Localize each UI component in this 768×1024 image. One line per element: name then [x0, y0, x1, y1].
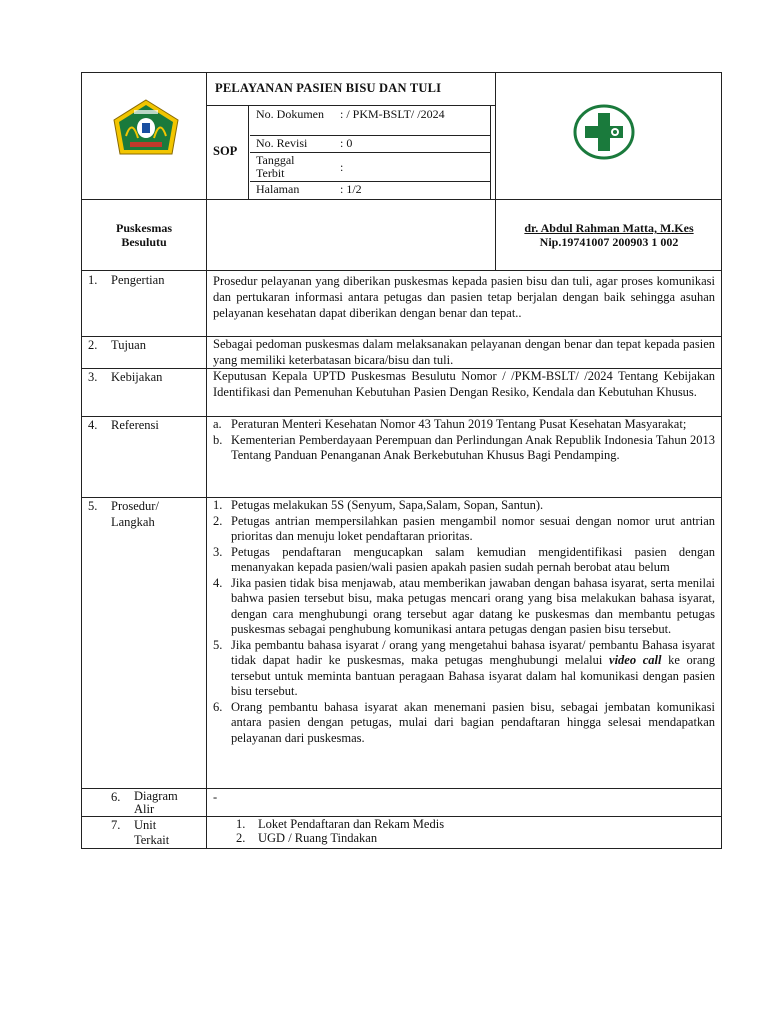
step-text: Orang pembantu bahasa isyarat akan menemani pasien bisu, sebagai jembatan komunikasi antara pasien dengan petugas, mulai dari bagian pendaftaran hingga selesai mendapatkan pelayanan dari puskesmas.: [231, 699, 715, 745]
info-value: :: [340, 160, 344, 174]
list-marker: a.: [213, 417, 222, 431]
section-number: 4.: [88, 418, 98, 432]
info-value: : / PKM-BSLT/ /2024: [340, 107, 445, 121]
pengertian-text: Prosedur pelayanan yang diberikan puskesmas kepada pasien bisu dan tuli, agar proses komunikasi dan pertukaran informasi antara petugas dan pasien tetap berjalan dengan baik sehingga asuhan pelayanan kesehatan dapat diberikan dengan benar dan tepat..: [213, 274, 715, 320]
section-number: 3.: [88, 370, 98, 384]
list-marker: b.: [213, 432, 223, 447]
signer-name: dr. Abdul Rahman Matta, M.Kes: [524, 221, 694, 235]
section-label-prosedur: Prosedur/ Langkah: [111, 499, 159, 529]
section-number: 2.: [88, 338, 98, 352]
list-item: [236, 817, 696, 831]
info-row-no-revisi: [250, 136, 490, 153]
info-label: No. Revisi: [256, 136, 308, 150]
prosedur-steps: [213, 498, 715, 746]
body-column-divider: [206, 271, 207, 849]
list-item-text: Kementerian Pemberdayaan Perempuan dan Perlindungan Anak Republik Indonesia Tahun 2013 Tentang Panduan Penanganan Anak Berkebutuhan Khusus Bagi Pendamping.: [231, 432, 715, 462]
unit-text: Loket Pendaftaran dan Rekam Medis: [258, 817, 445, 831]
info-row-halaman: [250, 182, 490, 199]
section-label-referensi: Referensi: [111, 418, 159, 432]
diagram-text: -: [213, 790, 218, 804]
info-label: Tanggal Terbit: [256, 153, 295, 180]
step-text: Petugas antrian mempersilahkan pasien mengambil nomor sesuai dengan nomor urut antrian prioritas dan menuju loket pendaftaran prioritas.: [231, 513, 715, 543]
list-item: [213, 700, 715, 747]
institution-name: Puskesmas Besulutu: [115, 221, 172, 249]
step-text: ke orang tersebut untuk meminta bantuan peragaan Bahasa isyarat dalam hal komunikasi dengan pasien bisu tersebut.: [231, 653, 715, 698]
unit-text: UGD / Ruang Tindakan: [258, 831, 378, 845]
list-item: [236, 831, 696, 845]
section-label-pengertian: Pengertian: [111, 273, 165, 287]
sop-label: SOP: [213, 144, 238, 158]
tujuan-text: Sebagai pedoman puskesmas dalam melaksanakan pelayanan dengan benar dan tepat kepada pasien yang memiliki keterbatasan bicara/bisu dan tuli.: [213, 337, 715, 367]
section-number: 5.: [88, 499, 98, 513]
list-item-text: Peraturan Menteri Kesehatan Nomor 43 Tahun 2019 Tentang Pusat Kesehatan Masyarakat;: [231, 417, 687, 431]
info-table-edge: [490, 106, 491, 199]
unit-list: [236, 817, 696, 845]
unit-number: 1.: [236, 817, 246, 831]
list-item: [213, 433, 715, 464]
step-text: Jika pembantu bahasa isyarat / orang yang mengetahui bahasa isyarat/ pembantu Bahasa isyarat tidak dapat hadir ke puskesmas, maka petugas menghubungi melalui: [231, 637, 715, 667]
info-row-tanggal-terbit: [250, 153, 490, 182]
section-label-diagram: Diagram Alir: [134, 789, 178, 816]
info-value: : 0: [340, 136, 353, 150]
document-title: PELAYANAN PASIEN BISU DAN TULI: [215, 81, 442, 95]
step-number: 2.: [213, 513, 223, 528]
info-label: No. Dokumen: [256, 107, 324, 121]
video-call-emphasis: video call: [609, 653, 662, 667]
section-number: 1.: [88, 273, 98, 287]
sop-label-cell: [207, 106, 249, 199]
info-label: Halaman: [256, 182, 300, 196]
step-number: 5.: [213, 637, 223, 652]
step-number: 3.: [213, 544, 223, 559]
list-item: [213, 514, 715, 545]
header-divider-mid: [81, 199, 722, 200]
puskesmas-logo: [573, 104, 635, 160]
step-text: Petugas pendaftaran mengucapkan salam kemudian mengidentifikasi pasien dengan menanyakan kepada pasien/wali pasien apakah pasien sudah pernah berobat atau belum: [231, 544, 715, 574]
step-text: Petugas melakukan 5S (Senyum, Sapa,Salam, Sopan, Santun).: [231, 498, 544, 512]
regency-emblem-logo: [112, 98, 180, 156]
section-label-kebijakan: Kebijakan: [111, 370, 163, 384]
list-item: [213, 638, 715, 700]
list-item: [213, 545, 715, 576]
section-number: 7.: [111, 818, 121, 832]
section-label-tujuan: Tujuan: [111, 338, 146, 352]
step-number: 6.: [213, 699, 223, 714]
kebijakan-text: Keputusan Kepala UPTD Puskesmas Besulutu Nomor / /PKM-BSLT/ /2024 Tentang Kebijakan Identifikasi dan Pemenuhan Kebutuhan Pasien Dengan Resiko, Kendala dan Kebutuhan Khusus.: [213, 369, 715, 399]
list-item: [213, 498, 715, 514]
step-number: 4.: [213, 575, 223, 590]
step-text: Jika pasien tidak bisa menjawab, atau memberikan jawaban dengan bahasa isyarat, serta menilai bahwa pasien tersebut bisu, maka petugas mencari orang yang bisa melakukan bahasa isyarat, dengan cara menghubungi orang tersebut agar datang ke puskesmas dan membantu petugas puskesmas sebagai penghubung komunikasi antara petugas dengan pasien bisu tersebut.: [231, 575, 715, 636]
info-row-no-dokumen: [250, 106, 490, 136]
section-number: 6.: [111, 790, 121, 804]
unit-number: 2.: [236, 831, 246, 845]
step-number: 1.: [213, 498, 223, 512]
header-title-cell: [207, 72, 495, 106]
info-value: : 1/2: [340, 182, 362, 196]
list-item: [213, 576, 715, 638]
section-label-unit: Unit Terkait: [134, 818, 170, 847]
signer-nip: Nip.19741007 200903 1 002: [539, 235, 679, 249]
list-item: [213, 417, 715, 433]
referensi-list: [213, 417, 715, 464]
